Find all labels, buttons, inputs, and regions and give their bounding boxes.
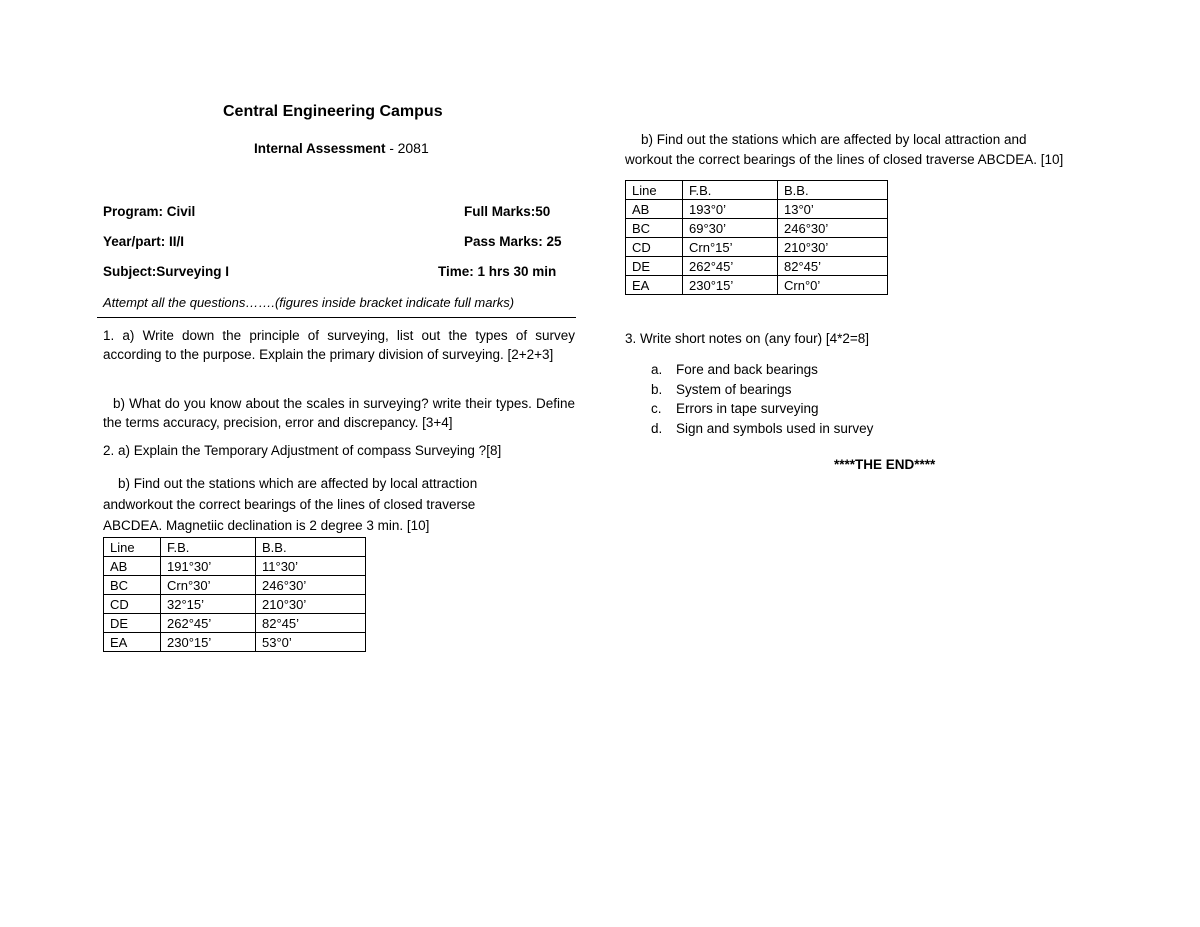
table-cell: DE bbox=[626, 257, 683, 276]
list-item-marker: b. bbox=[651, 381, 663, 397]
assessment-heading bbox=[254, 140, 429, 156]
table-cell: 32°15’ bbox=[161, 595, 256, 614]
table-cell: DE bbox=[104, 614, 161, 633]
table-cell: BC bbox=[626, 219, 683, 238]
table-cell: Crn°30’ bbox=[161, 576, 256, 595]
year-part-field: Year/part: II/I bbox=[103, 234, 185, 249]
table-cell: Crn°0’ bbox=[778, 276, 888, 295]
pass-marks-field: Pass Marks: 25 bbox=[464, 234, 562, 249]
table-header-cell: F.B. bbox=[683, 181, 778, 200]
table-cell: 82°45’ bbox=[778, 257, 888, 276]
table-header-cell: B.B. bbox=[778, 181, 888, 200]
full-marks-field: Full Marks:50 bbox=[464, 204, 551, 219]
table-cell: AB bbox=[626, 200, 683, 219]
table-cell: Crn°15’ bbox=[683, 238, 778, 257]
table-cell: 230°15’ bbox=[161, 633, 256, 652]
header-divider bbox=[97, 317, 576, 318]
table-row bbox=[104, 614, 366, 633]
table-cell: 210°30’ bbox=[256, 595, 366, 614]
list-item-text: Fore and back bearings bbox=[676, 362, 818, 377]
table-cell: 53°0’ bbox=[256, 633, 366, 652]
table-cell: 13°0’ bbox=[778, 200, 888, 219]
table-header-cell: B.B. bbox=[256, 538, 366, 557]
table-header-row bbox=[626, 181, 888, 200]
table-cell: 69°30’ bbox=[683, 219, 778, 238]
instruction-text: Attempt all the questions…….(figures inside bracket indicate full marks) bbox=[103, 295, 515, 310]
table-row bbox=[104, 633, 366, 652]
table-cell: 230°15’ bbox=[683, 276, 778, 295]
campus-title: Central Engineering Campus bbox=[223, 103, 443, 120]
table-cell: 246°30’ bbox=[256, 576, 366, 595]
program-field: Program: Civil bbox=[103, 204, 196, 219]
table-row bbox=[104, 595, 366, 614]
table-cell: 191°30’ bbox=[161, 557, 256, 576]
time-field: Time: 1 hrs 30 min bbox=[438, 264, 557, 279]
list-item bbox=[651, 401, 971, 421]
table-row bbox=[626, 276, 888, 295]
table-cell: 262°45’ bbox=[161, 614, 256, 633]
list-item-marker: c. bbox=[651, 401, 662, 416]
table-cell: EA bbox=[104, 633, 161, 652]
assessment-separator: - bbox=[389, 141, 394, 156]
question-2b-line1: b) Find out the stations which are affected by local attraction bbox=[118, 476, 478, 491]
table-row bbox=[626, 257, 888, 276]
table-header-cell: Line bbox=[104, 538, 161, 557]
right-question-b-line1: b) Find out the stations which are affected by local attraction and bbox=[641, 132, 1027, 147]
table-cell: EA bbox=[626, 276, 683, 295]
table-header-row bbox=[104, 538, 366, 557]
table-cell: 82°45’ bbox=[256, 614, 366, 633]
table-cell: 193°0’ bbox=[683, 200, 778, 219]
table-cell: 210°30’ bbox=[778, 238, 888, 257]
right-question-b-line2: workout the correct bearings of the lines of closed traverse ABCDEA. [10] bbox=[625, 152, 1064, 167]
list-item-marker: a. bbox=[651, 362, 663, 377]
question-1a: 1. a) Write down the principle of surveying, list out the types of survey according to the purpose. Explain the primary division of surveying. [2+2+3] bbox=[103, 328, 575, 362]
bearing-table-right bbox=[625, 180, 888, 295]
table-cell: 11°30’ bbox=[256, 557, 366, 576]
subject-field: Subject:Surveying I bbox=[103, 264, 230, 279]
list-item-marker: d. bbox=[651, 420, 663, 436]
table-cell: 246°30’ bbox=[778, 219, 888, 238]
short-notes-list bbox=[651, 362, 971, 440]
assessment-year: 2081 bbox=[397, 140, 429, 156]
question-2a: 2. a) Explain the Temporary Adjustment of compass Surveying ?[8] bbox=[103, 443, 502, 458]
table-header-cell: Line bbox=[626, 181, 683, 200]
table-row bbox=[104, 576, 366, 595]
table-row bbox=[104, 557, 366, 576]
table-cell: CD bbox=[626, 238, 683, 257]
list-item bbox=[651, 421, 971, 441]
end-marker: ****THE END**** bbox=[834, 457, 936, 472]
question-2b-line2: andworkout the correct bearings of the lines of closed traverse bbox=[103, 497, 476, 512]
table-cell: AB bbox=[104, 557, 161, 576]
table-header-cell: F.B. bbox=[161, 538, 256, 557]
assessment-label: Internal Assessment bbox=[254, 141, 386, 156]
list-item-text: Errors in tape surveying bbox=[676, 401, 819, 416]
list-item bbox=[651, 382, 971, 402]
table-cell: 262°45’ bbox=[683, 257, 778, 276]
question-3: 3. Write short notes on (any four) [4*2=8] bbox=[625, 331, 870, 346]
question-2b-line3: ABCDEA. Magnetiic declination is 2 degree 3 min. [10] bbox=[103, 518, 430, 533]
list-item-text: System of bearings bbox=[676, 381, 792, 397]
table-row bbox=[626, 200, 888, 219]
table-cell: CD bbox=[104, 595, 161, 614]
table-row bbox=[626, 219, 888, 238]
list-item bbox=[651, 362, 971, 382]
list-item-text: Sign and symbols used in survey bbox=[676, 420, 874, 436]
table-cell: BC bbox=[104, 576, 161, 595]
bearing-table-left bbox=[103, 537, 366, 652]
question-1b: b) What do you know about the scales in surveying? write their types. Define the terms accuracy, precision, error and discrepancy. [3+4] bbox=[103, 396, 575, 430]
table-row bbox=[626, 238, 888, 257]
